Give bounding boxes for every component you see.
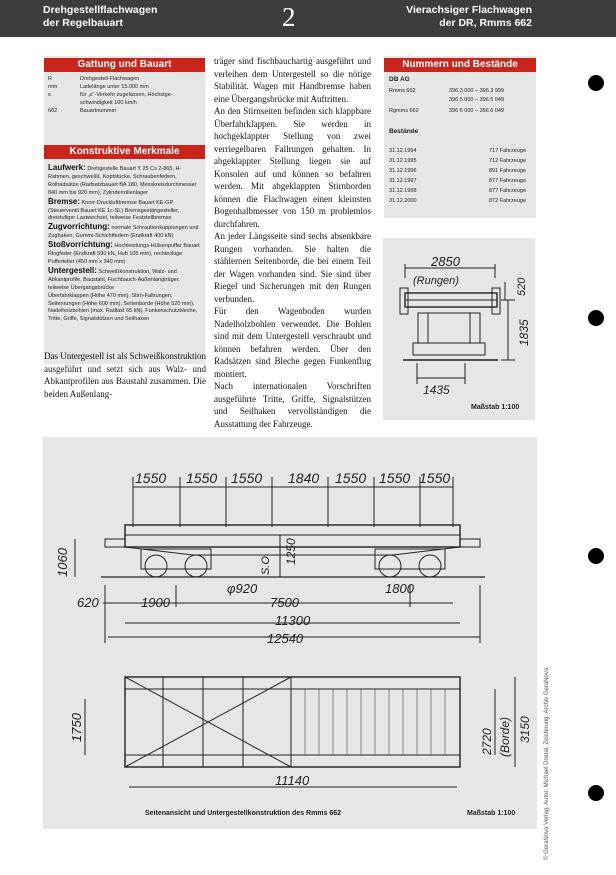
header-left-line2: der Regelbauart <box>43 16 123 29</box>
cross-section-drawing <box>383 238 535 420</box>
bestand-date: 31.12.1996 <box>389 168 417 174</box>
merkmal-label: Zugvorrichtung: <box>48 222 110 232</box>
dim-3150: 3150 <box>518 716 532 743</box>
number-name: Rgmms 662 <box>389 108 419 114</box>
number-name: Rmms 662 <box>389 88 416 94</box>
nummern-box <box>384 56 536 218</box>
bestand-count: 891 Fahrzeuge <box>489 168 526 174</box>
nummern-title: Nummern und Bestände <box>384 58 536 72</box>
gattung-desc: Drehgestell-Flachwagen <box>80 76 140 82</box>
dim-2720: 2720 <box>480 728 494 755</box>
dim-620: 620 <box>77 595 99 610</box>
dim-rungen: (Rungen) <box>413 275 459 287</box>
bestand-date: 31.12.1995 <box>389 158 417 164</box>
merkmal-item <box>48 293 202 325</box>
gattung-desc: Bauartnummer <box>80 108 117 114</box>
dim-1435: 1435 <box>423 383 450 397</box>
plan-view-frame <box>125 677 460 767</box>
dim-top: 1550 <box>231 470 263 486</box>
dim-1250: 1250 <box>284 538 298 565</box>
buffer <box>460 539 480 547</box>
bestand-count: 717 Fahrzeuge <box>489 148 526 154</box>
merkmal-label: Laufwerk: <box>48 163 86 172</box>
gattung-code: mm <box>48 84 58 90</box>
dim-top: 1550 <box>135 470 167 486</box>
bestand-count: 872 Fahrzeuge <box>489 198 526 204</box>
dim-1835: 1835 <box>517 319 531 346</box>
merkmal-item <box>48 241 202 267</box>
header-left-line1: Drehgestellflachwagen <box>43 4 158 16</box>
dim-12540: 12540 <box>267 631 304 646</box>
stake <box>400 288 408 314</box>
side-view-drawing <box>43 437 537 829</box>
page-header <box>0 0 616 37</box>
wheel <box>419 555 441 577</box>
gattung-code: 662 <box>48 108 58 114</box>
wheel <box>185 555 207 577</box>
credit-line <box>544 600 554 860</box>
dim-borde: (Borde) <box>498 716 512 757</box>
scale-label: Maßstab 1:100 <box>467 810 516 817</box>
bestand-date: 31.12.2000 <box>389 198 417 204</box>
merkmal-item <box>48 267 202 293</box>
gattung-title: Gattung und Bauart <box>44 58 205 72</box>
paragraph: Nach internationalen Vorschriften ausgeführte Tritte, Griffe, Signalstützen und Seilhaken vervollständigen die Ausstattung der Fahrzeuge. <box>214 381 371 429</box>
merkmal-item <box>48 164 202 198</box>
dim-11300: 11300 <box>275 613 311 628</box>
dim-top: 1550 <box>186 470 218 486</box>
merkmal-text: Hochleistungs-Hülsenpuffer Bauart Ringfeder (Endkraft 590 kN, Hub 105 mm), rechteckige Pufferteller (450 mm x 340 mm) <box>48 243 200 265</box>
dim-1060: 1060 <box>55 548 70 577</box>
wheel <box>379 555 401 577</box>
drawing-caption: Seitenansicht und Untergestellkonstruktion des Rmms 662 <box>145 810 342 817</box>
body-text-col1 <box>44 350 206 400</box>
dim-1900: 1900 <box>141 595 170 610</box>
binder-holes <box>588 0 604 875</box>
number-range: 396 3 000 – 396 3 999 <box>449 88 505 94</box>
wheel <box>145 555 167 577</box>
dim-11140: 11140 <box>275 773 310 788</box>
gattung-desc: schwindigkeit 100 km/h <box>80 100 137 106</box>
info-box-left <box>44 56 205 364</box>
gattung-code: s <box>48 92 51 98</box>
dim-top: 1550 <box>419 470 451 486</box>
wheel-diameter: φ920 <box>227 581 258 596</box>
dim-top: 1550 <box>379 470 411 486</box>
bestand-date: 31.12.1997 <box>389 178 417 184</box>
paragraph: An den Stirnseiten befinden sich klappbare Überfahrklappen. Sie werden in hochgeklappter Stellung von zwei verriegelbaren Fallrungen gehalten. In abgeklappter Stellung liegen sie auf Konsolen auf und können so befahren werden. Mit abgeklappten Stirnborden können die Flachwagen einen kleinsten Bogenhalbmesser von 150 m problemlos durchfahren. <box>214 106 371 229</box>
bestand-count: 877 Fahrzeuge <box>489 188 526 194</box>
merkmal-item <box>48 223 202 241</box>
binder-hole <box>588 548 604 564</box>
merkmal-label: Untergestell: <box>48 265 97 275</box>
header-right <box>406 4 532 29</box>
merkmal-text: Schweißkonstruktion, Walz- und Abkantprofile, Baustahl, Fischbauch-Außenlangträger, teilweise Übergangsbrücke <box>48 268 180 291</box>
dim-top: 1550 <box>335 470 367 486</box>
merkmal-text: normale Schraubenkupplungen und Zughaken, Gummi-Schichtfedern (Endkraft 400 kN) <box>48 225 199 240</box>
merkmal-item <box>48 198 202 224</box>
merkmal-text: Drehgestelle Bauart Y 25 Cs 2-865, H-Rahmen, geschweißt, Kopfstücke, Schraubenfedern, Rollradsätze (Radsatzbauart BA 180, Messkreisdurchmesser 840 mm bis 920 mm), Zylinderrollenlager <box>48 166 197 196</box>
db-label: DB AG <box>389 76 410 83</box>
dim-2850: 2850 <box>431 254 460 269</box>
merkmale-title: Konstruktive Merkmale <box>44 145 205 159</box>
paragraph: Das Untergestell ist als Schweißkonstruktion ausgeführt und setzt sich aus Walz- und Abkantprofilen aus Baustahl zusammen. Die beiden Außenlang- <box>44 351 206 399</box>
body-text-col2 <box>214 55 371 430</box>
credit-text: © GeraNova Verlag, Autor: Michael Dostal, Zeichnung: Archiv GeraNova <box>544 667 550 860</box>
paragraph: Für den Wagenboden wurden Nadelholzbohlen verwendet. Die Bohlen sind mit dem Untergestell verschraubt und können befahren werden. Über den Radsätzen sind Bleche gegen Funkenflug montiert. <box>214 306 371 379</box>
bestand-date: 31.12.1998 <box>389 188 417 194</box>
dim-1750: 1750 <box>69 713 84 742</box>
merkmal-label: Stoßvorrichtung: <box>48 240 113 250</box>
binder-hole <box>588 310 604 326</box>
page-number: 2 <box>282 2 296 32</box>
dim-7500: 7500 <box>270 595 299 610</box>
merkmal-label: Bremse: <box>48 196 81 206</box>
merkmal-text: Knorr-Druckluftbremse Bauart KE-GP (Steuerventil Bauart KE 1c-SL) Bremsgestängesteller, dreistufiger Lastwechsel, teilweise Feststellbremse <box>48 199 180 222</box>
dim-520: 520 <box>516 277 528 296</box>
side-view-panel <box>43 437 537 829</box>
stake <box>492 288 500 314</box>
binder-hole <box>588 785 604 801</box>
header-right-line2: der DR, Rmms 662 <box>439 16 532 29</box>
merkmale-list <box>48 164 202 324</box>
number-range: 396 5 000 – 396 5 049 <box>449 97 505 103</box>
dim-top: 1840 <box>288 470 320 486</box>
scale-label: Maßstab 1:100 <box>471 404 520 411</box>
bestand-count: 712 Fahrzeuge <box>489 158 526 164</box>
header-right-line1: Vierachsiger Flachwagen <box>406 4 532 16</box>
label-so: S.O. <box>260 552 272 575</box>
bestand-count: 877 Fahrzeuge <box>489 178 526 184</box>
number-range: 396 6 000 – 396 6 049 <box>449 108 505 114</box>
bestaende-label: Bestände <box>389 128 419 135</box>
binder-hole <box>588 75 604 91</box>
gattung-code: R <box>48 76 52 82</box>
dim-1800: 1800 <box>385 581 414 596</box>
bestand-date: 31.12.1994 <box>389 148 417 154</box>
cross-section-panel <box>383 238 535 420</box>
paragraph: träger sind fischbauchartig ausgeführt und verleihen dem Untergestell so die nötige Stabilität. Wagen mit Handbremse haben eine Übergangsbrücke mit Auftritten. <box>214 56 371 104</box>
merkmal-text: Überfahrklappen (Höhe 470 mm), Stirn-Faltrungen, Seitenrungen (Höhe 600 mm), Seitenborde (Höhe 520 mm), Nadelholzbohlen (max. Radlast 65 kN), Funkenschutzbleche, Tritte, Griffe, Signalstützen und Seilhaken <box>48 292 198 323</box>
wheelset <box>413 343 485 355</box>
bogie <box>418 313 480 343</box>
bogie <box>375 549 445 569</box>
gattung-desc: Ladelänge unter 15.000 mm <box>80 84 149 90</box>
paragraph: An jeder Längsseite sind sechs absenkbare Rungen vorhanden. Sie halten die stählernen Seitenborde, die bei einem Teil der Wagen vorhanden sind. Sie sind über Riegel und Sicherungen mit den Rungen verbunden. <box>214 231 371 304</box>
bogie <box>141 549 211 569</box>
gattung-desc: für „s“-Verkehr zugelassen, Höchstge- <box>80 92 173 98</box>
header-left <box>43 4 157 29</box>
buffer <box>105 539 125 547</box>
